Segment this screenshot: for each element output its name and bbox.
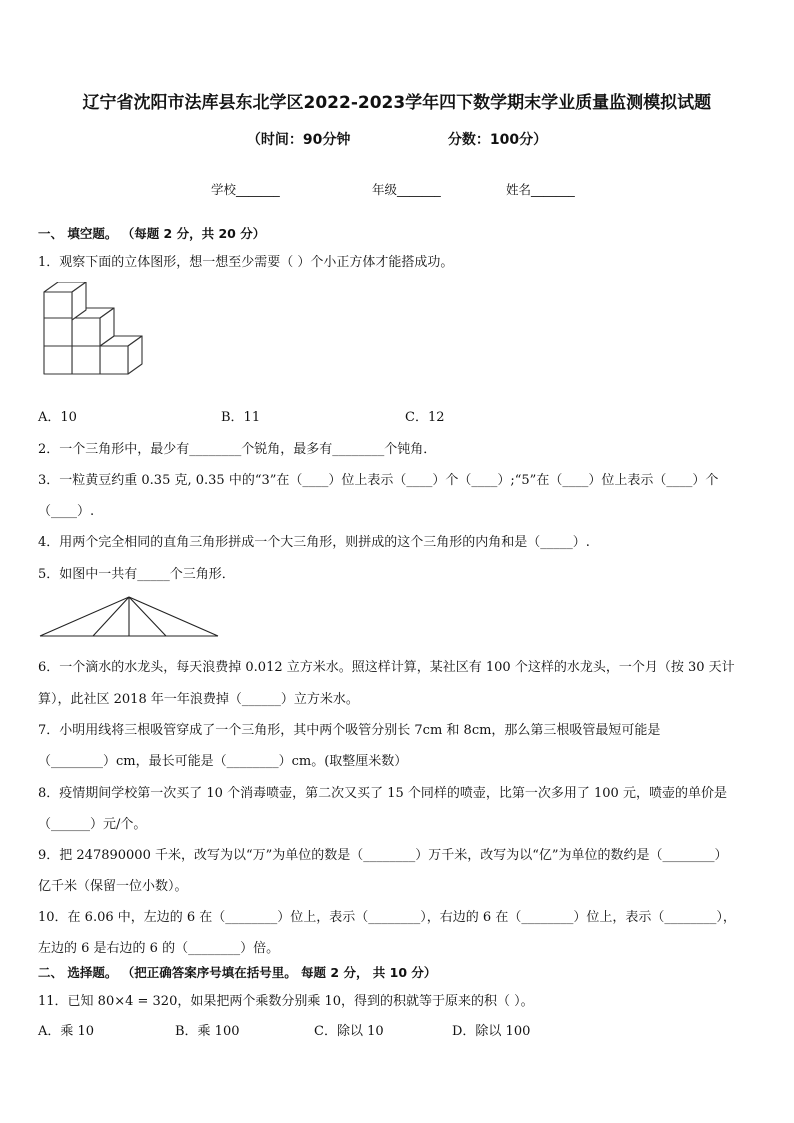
question-4: 4．用两个完全相同的直角三角形拼成一个大三角形，则拼成的这个三角形的内角和是（_____）.	[38, 535, 590, 550]
question-3-line-2: （____）.	[38, 504, 95, 519]
question-3-line-1: 3．一粒黄豆约重 0.35 克, 0.35 中的“3”在（____）位上表示（____）个（____）;“5”在（____）位上表示（____）个	[38, 473, 719, 488]
question-10-line-2: 左边的 6 是右边的 6 的（________）倍。	[38, 941, 280, 956]
name-field: 姓名_______	[506, 182, 575, 197]
school-field: 学校_______	[211, 182, 280, 197]
question-10-line-1: 10．在 6.06 中，左边的 6 在（________）位上，表示（________），右边的 6 在（________）位上，表示（________），	[38, 910, 736, 925]
q1-option-a[interactable]: A．10	[38, 410, 77, 425]
question-8-line-2: （______）元/个。	[38, 817, 147, 832]
section-choice-heading: 二、 选择题。 （把正确答案序号填在括号里。 每题 2 分， 共 10 分）	[38, 965, 437, 980]
q1-option-c[interactable]: C．12	[405, 410, 445, 425]
q1-option-b[interactable]: B．11	[221, 410, 261, 425]
question-11: 11．已知 80×4 = 320，如果把两个乘数分别乘 10，得到的积就等于原来的积（ ）。	[38, 994, 534, 1009]
question-1: 1．观察下面的立体图形，想一想至少需要（ ）个小正方体才能搭成功。	[38, 255, 454, 270]
exam-subtitle: （时间：90分钟 分数：100分）	[246, 132, 548, 148]
q11-option-a[interactable]: A．乘 10	[38, 1024, 95, 1039]
question-7-line-1: 7．小明用线将三根吸管穿成了一个三角形，其中两个吸管分别长 7cm 和 8cm，那么第三根吸管最短可能是	[38, 723, 661, 738]
question-6-line-2: 算），此社区 2018 年一年浪费掉（______）立方米水。	[38, 692, 359, 707]
q11-option-d[interactable]: D．除以 100	[452, 1024, 531, 1039]
exam-title: 辽宁省沈阳市法库县东北学区2022-2023学年四下数学期末学业质量监测模拟试题	[82, 93, 712, 113]
triangle-figure	[38, 594, 222, 640]
grade-field: 年级_______	[372, 182, 441, 197]
question-6-line-1: 6．一个滴水的水龙头，每天浪费掉 0.012 立方米水。照这样计算，某社区有 100 个这样的水龙头，一个月（按 30 天计	[38, 660, 735, 675]
q11-option-c[interactable]: C．除以 10	[314, 1024, 384, 1039]
q11-option-b[interactable]: B．乘 100	[175, 1024, 240, 1039]
section-fill-in-heading: 一、 填空题。 （每题 2 分，共 20 分）	[38, 226, 266, 241]
question-9-line-2: 亿千米（保留一位小数）。	[38, 879, 188, 894]
question-2: 2．一个三角形中，最少有________个锐角，最多有________个钝角．	[38, 442, 437, 457]
question-8-line-1: 8．疫情期间学校第一次买了 10 个消毒喷壶，第二次又买了 15 个同样的喷壶，比第一次多用了 100 元，喷壶的单价是	[38, 786, 727, 801]
question-9-line-1: 9．把 247890000 千米，改写为以“万”为单位的数是（________）万千米，改写为以“亿”为单位的数约是（________）	[38, 848, 728, 863]
cube-stack-figure	[40, 282, 162, 390]
question-5: 5．如图中一共有_____个三角形．	[38, 567, 235, 582]
question-7-line-2: （________）cm，最长可能是（________）cm。(取整厘米数）	[38, 754, 408, 769]
